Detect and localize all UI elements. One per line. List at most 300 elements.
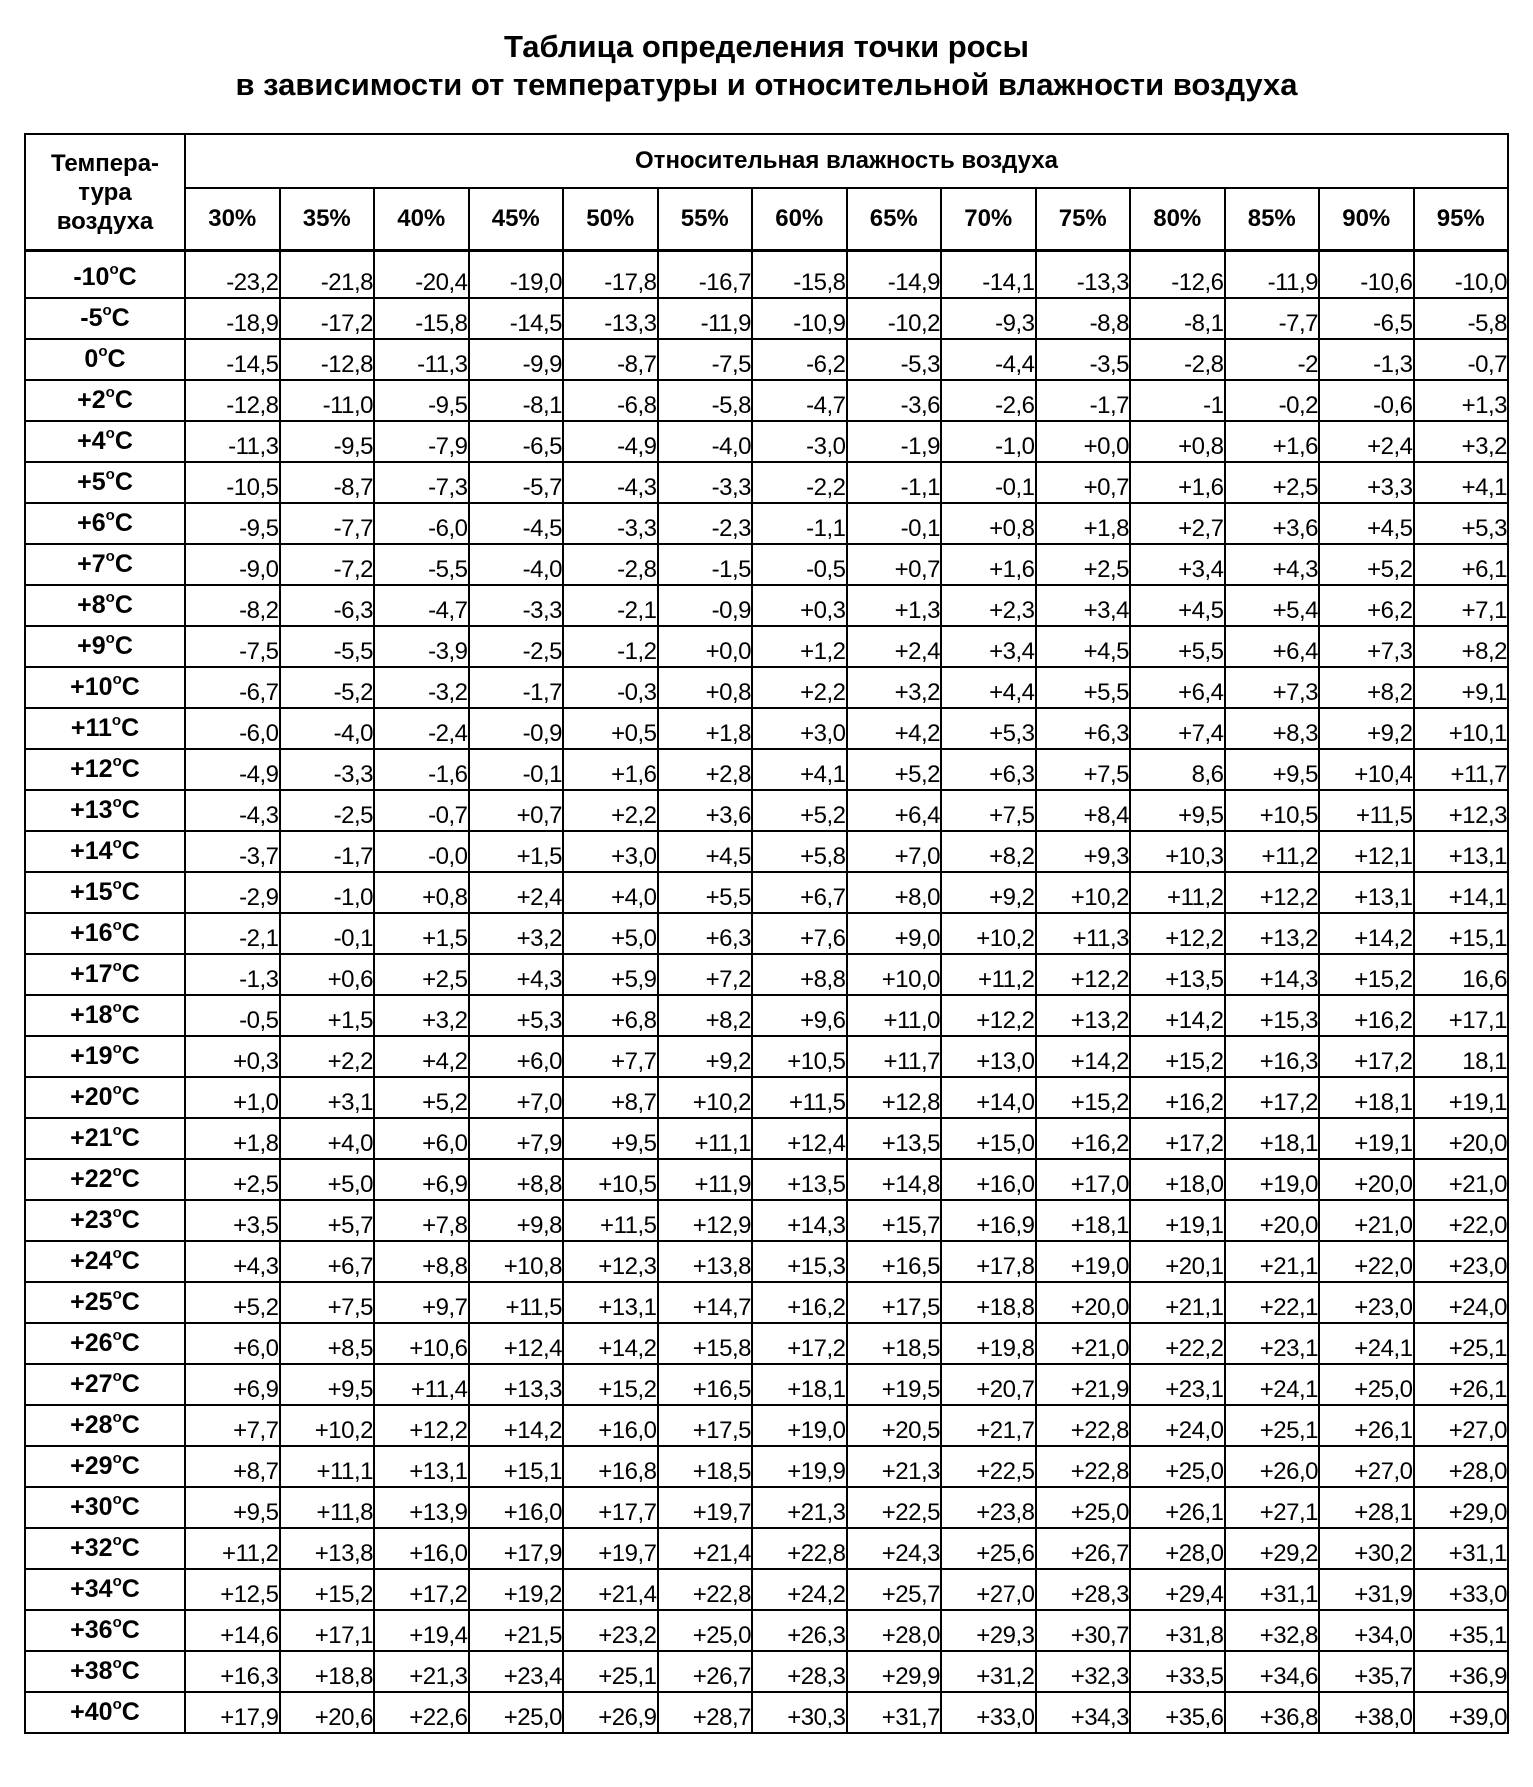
humidity-column-header: 65% bbox=[847, 188, 942, 251]
dew-point-cell: +29,3 bbox=[941, 1610, 1036, 1651]
table-row bbox=[25, 708, 1508, 749]
dew-point-cell: +7,5 bbox=[941, 790, 1036, 831]
dew-point-cell: +24,0 bbox=[1414, 1282, 1509, 1323]
dew-point-cell: -7,5 bbox=[658, 339, 753, 380]
dew-point-cell: +5,4 bbox=[1225, 585, 1320, 626]
dew-point-cell: +21,3 bbox=[752, 1487, 847, 1528]
dew-point-cell: -13,3 bbox=[563, 298, 658, 339]
table-row bbox=[25, 544, 1508, 585]
unit-letter: C bbox=[121, 796, 140, 824]
unit-letter: C bbox=[114, 509, 133, 537]
dew-point-cell: +10,0 bbox=[847, 954, 942, 995]
dew-point-cell: +15,2 bbox=[1319, 954, 1414, 995]
dew-point-cell: +29,0 bbox=[1414, 1487, 1509, 1528]
dew-point-cell: +25,7 bbox=[847, 1569, 942, 1610]
dew-point-cell: -0,6 bbox=[1319, 380, 1414, 421]
dew-point-cell: +14,0 bbox=[941, 1077, 1036, 1118]
dew-point-cell: +15,3 bbox=[1225, 995, 1320, 1036]
dew-point-cell: -1,2 bbox=[563, 626, 658, 667]
dew-point-cell: +6,7 bbox=[752, 872, 847, 913]
dew-point-cell: -11,3 bbox=[374, 339, 469, 380]
unit-letter: C bbox=[114, 427, 133, 455]
degree-symbol: o bbox=[105, 425, 115, 442]
dew-point-cell: +0,7 bbox=[847, 544, 942, 585]
dew-point-cell: -11,9 bbox=[1225, 258, 1320, 298]
dew-point-cell: +21,1 bbox=[1225, 1241, 1320, 1282]
table-row bbox=[25, 462, 1508, 503]
table-row bbox=[25, 1528, 1508, 1569]
dew-point-cell: +9,5 bbox=[1130, 790, 1225, 831]
dew-point-cell: +13,9 bbox=[374, 1487, 469, 1528]
spacer-cell bbox=[374, 251, 469, 259]
degree-symbol: o bbox=[112, 1532, 122, 1549]
dew-point-cell: +13,8 bbox=[280, 1528, 375, 1569]
temperature-value: +16 bbox=[70, 919, 113, 947]
unit-letter: C bbox=[121, 1124, 140, 1152]
humidity-column-header: 60% bbox=[752, 188, 847, 251]
unit-letter: C bbox=[121, 714, 140, 742]
dew-point-cell: +20,7 bbox=[941, 1364, 1036, 1405]
dew-point-cell: +10,5 bbox=[563, 1159, 658, 1200]
dew-point-cell: +1,5 bbox=[469, 831, 564, 872]
degree-symbol: o bbox=[112, 1081, 122, 1098]
dew-point-cell: +23,1 bbox=[1130, 1364, 1225, 1405]
dew-point-cell: +10,2 bbox=[941, 913, 1036, 954]
dew-point-cell: +0,0 bbox=[1036, 421, 1131, 462]
dew-point-cell: +4,5 bbox=[1319, 503, 1414, 544]
dew-point-cell: +20,0 bbox=[1036, 1282, 1131, 1323]
dew-point-cell: +11,2 bbox=[1130, 872, 1225, 913]
dew-point-cell: +28,0 bbox=[847, 1610, 942, 1651]
dew-point-cell: +23,0 bbox=[1414, 1241, 1509, 1282]
dew-point-cell: +10,1 bbox=[1414, 708, 1509, 749]
unit-letter: C bbox=[121, 1370, 140, 1398]
dew-point-cell: -13,3 bbox=[1036, 258, 1131, 298]
dew-point-cell: +23,2 bbox=[563, 1610, 658, 1651]
dew-point-cell: +9,0 bbox=[847, 913, 942, 954]
dew-point-cell: +4,3 bbox=[1225, 544, 1320, 585]
dew-point-cell: +2,2 bbox=[563, 790, 658, 831]
temperature-cell bbox=[25, 749, 185, 790]
degree-symbol: o bbox=[112, 1368, 122, 1385]
dew-point-cell: -2,8 bbox=[1130, 339, 1225, 380]
dew-point-cell: +3,2 bbox=[469, 913, 564, 954]
dew-point-cell: +4,3 bbox=[469, 954, 564, 995]
spacer-cell bbox=[1225, 251, 1320, 259]
dew-point-cell: +17,2 bbox=[374, 1569, 469, 1610]
dew-point-cell: +21,0 bbox=[1036, 1323, 1131, 1364]
temperature-cell bbox=[25, 258, 185, 298]
temperature-value: +7 bbox=[77, 550, 106, 578]
temperature-cell bbox=[25, 1323, 185, 1364]
dew-point-cell: -1,1 bbox=[752, 503, 847, 544]
dew-point-cell: -19,0 bbox=[469, 258, 564, 298]
dew-point-cell: +11,3 bbox=[1036, 913, 1131, 954]
dew-point-cell: +5,5 bbox=[658, 872, 753, 913]
dew-point-cell: -8,7 bbox=[563, 339, 658, 380]
dew-point-cell: +13,0 bbox=[941, 1036, 1036, 1077]
degree-symbol: o bbox=[112, 1450, 122, 1467]
dew-point-cell: +8,8 bbox=[752, 954, 847, 995]
degree-symbol: o bbox=[112, 1204, 122, 1221]
temp-header-line-1: Темпера- bbox=[50, 149, 160, 177]
dew-point-cell: +1,6 bbox=[941, 544, 1036, 585]
dew-point-cell: +16,5 bbox=[847, 1241, 942, 1282]
dew-point-cell: -5,8 bbox=[658, 380, 753, 421]
degree-symbol: o bbox=[111, 712, 122, 729]
dew-point-cell: +14,2 bbox=[563, 1323, 658, 1364]
dew-point-cell: -7,7 bbox=[1225, 298, 1320, 339]
dew-point-cell: +12,2 bbox=[1130, 913, 1225, 954]
dew-point-cell: -12,8 bbox=[280, 339, 375, 380]
dew-point-cell: +10,3 bbox=[1130, 831, 1225, 872]
dew-point-cell: -4,3 bbox=[185, 790, 280, 831]
dew-point-cell: +20,0 bbox=[1414, 1118, 1509, 1159]
temperature-cell bbox=[25, 421, 185, 462]
dew-point-cell: +4,0 bbox=[563, 872, 658, 913]
dew-point-cell: +7,7 bbox=[563, 1036, 658, 1077]
dew-point-cell: +2,5 bbox=[1225, 462, 1320, 503]
dew-point-cell: +29,2 bbox=[1225, 1528, 1320, 1569]
dew-point-cell: +12,5 bbox=[185, 1569, 280, 1610]
dew-point-cell: -2,6 bbox=[941, 380, 1036, 421]
dew-point-cell: +7,9 bbox=[469, 1118, 564, 1159]
dew-point-cell: -14,9 bbox=[847, 258, 942, 298]
dew-point-cell: +10,2 bbox=[1036, 872, 1131, 913]
dew-point-cell: +25,1 bbox=[563, 1651, 658, 1692]
degree-symbol: o bbox=[112, 671, 122, 688]
dew-point-cell: -5,3 bbox=[847, 339, 942, 380]
spacer-cell bbox=[469, 251, 564, 259]
table-row bbox=[25, 1651, 1508, 1692]
dew-point-cell: -3,3 bbox=[280, 749, 375, 790]
dew-point-cell: +5,8 bbox=[752, 831, 847, 872]
dew-point-cell: +9,2 bbox=[941, 872, 1036, 913]
dew-point-cell: +28,3 bbox=[1036, 1569, 1131, 1610]
spacer-cell bbox=[1036, 251, 1131, 259]
dew-point-cell: +13,8 bbox=[658, 1241, 753, 1282]
humidity-group-header: Относительная влажность воздуха bbox=[185, 134, 1508, 188]
dew-point-cell: +13,5 bbox=[847, 1118, 942, 1159]
dew-point-cell: +15,8 bbox=[658, 1323, 753, 1364]
table-row bbox=[25, 1159, 1508, 1200]
unit-letter: C bbox=[121, 1452, 140, 1480]
dew-point-cell: -0,9 bbox=[658, 585, 753, 626]
dew-point-cell: +10,2 bbox=[658, 1077, 753, 1118]
dew-point-cell: 18,1 bbox=[1414, 1036, 1509, 1077]
dew-point-cell: +22,2 bbox=[1130, 1323, 1225, 1364]
temperature-cell bbox=[25, 544, 185, 585]
temperature-cell bbox=[25, 1651, 185, 1692]
spacer-cell bbox=[1319, 251, 1414, 259]
table-row bbox=[25, 1364, 1508, 1405]
temperature-cell bbox=[25, 790, 185, 831]
dew-point-cell: -6,2 bbox=[752, 339, 847, 380]
dew-point-cell: -2,1 bbox=[185, 913, 280, 954]
dew-point-cell: -5,8 bbox=[1414, 298, 1509, 339]
degree-symbol: o bbox=[112, 1696, 122, 1713]
dew-point-cell: +13,5 bbox=[752, 1159, 847, 1200]
degree-symbol: o bbox=[112, 1573, 122, 1590]
dew-point-cell: -1,9 bbox=[847, 421, 942, 462]
dew-point-cell: -3,3 bbox=[658, 462, 753, 503]
dew-point-cell: +5,3 bbox=[469, 995, 564, 1036]
degree-symbol: o bbox=[112, 999, 122, 1016]
dew-point-cell: -0,1 bbox=[280, 913, 375, 954]
dew-point-cell: +16,0 bbox=[941, 1159, 1036, 1200]
dew-point-cell: +19,7 bbox=[658, 1487, 753, 1528]
unit-letter: C bbox=[107, 345, 126, 373]
dew-point-cell: -5,2 bbox=[280, 667, 375, 708]
dew-point-cell: +2,4 bbox=[469, 872, 564, 913]
dew-point-cell: +25,1 bbox=[1225, 1405, 1320, 1446]
dew-point-cell: +11,5 bbox=[752, 1077, 847, 1118]
dew-point-cell: +1,6 bbox=[1130, 462, 1225, 503]
degree-symbol: o bbox=[112, 835, 122, 852]
dew-point-cell: +31,8 bbox=[1130, 1610, 1225, 1651]
dew-point-cell: +7,5 bbox=[1036, 749, 1131, 790]
degree-symbol: o bbox=[112, 1122, 122, 1139]
dew-point-cell: +8,4 bbox=[1036, 790, 1131, 831]
temperature-cell bbox=[25, 1528, 185, 1569]
dew-point-cell: +30,2 bbox=[1319, 1528, 1414, 1569]
dew-point-cell: +6,4 bbox=[1130, 667, 1225, 708]
dew-point-cell: +22,8 bbox=[1036, 1405, 1131, 1446]
unit-letter: C bbox=[111, 304, 130, 332]
spacer-cell bbox=[25, 251, 185, 259]
dew-point-cell: +5,3 bbox=[941, 708, 1036, 749]
dew-point-cell: +20,6 bbox=[280, 1692, 375, 1733]
degree-symbol: o bbox=[105, 548, 115, 565]
dew-point-cell: +20,0 bbox=[1319, 1159, 1414, 1200]
dew-point-cell: +5,2 bbox=[847, 749, 942, 790]
dew-point-cell: +18,1 bbox=[752, 1364, 847, 1405]
dew-point-cell: -23,2 bbox=[185, 258, 280, 298]
dew-point-cell: +1,8 bbox=[1036, 503, 1131, 544]
table-row bbox=[25, 913, 1508, 954]
dew-point-cell: +15,2 bbox=[280, 1569, 375, 1610]
unit-letter: C bbox=[121, 1288, 140, 1316]
dew-point-cell: -21,8 bbox=[280, 258, 375, 298]
dew-point-cell: +2,2 bbox=[752, 667, 847, 708]
dew-point-cell: -9,5 bbox=[374, 380, 469, 421]
temperature-value: +36 bbox=[70, 1616, 113, 1644]
title-line-1: Таблица определения точки росы bbox=[504, 29, 1029, 64]
temperature-value: +4 bbox=[77, 427, 106, 455]
table-row bbox=[25, 1118, 1508, 1159]
temperature-cell bbox=[25, 1405, 185, 1446]
dew-point-cell: -0,3 bbox=[563, 667, 658, 708]
temperature-column-header bbox=[25, 134, 185, 251]
dew-point-cell: +19,0 bbox=[752, 1405, 847, 1446]
dew-point-cell: +11,2 bbox=[941, 954, 1036, 995]
temperature-value: +21 bbox=[70, 1124, 113, 1152]
dew-point-cell: +3,2 bbox=[1414, 421, 1509, 462]
dew-point-cell: +38,0 bbox=[1319, 1692, 1414, 1733]
dew-point-cell: -1,6 bbox=[374, 749, 469, 790]
dew-point-cell: +6,1 bbox=[1414, 544, 1509, 585]
temperature-value: +17 bbox=[70, 960, 113, 988]
dew-point-cell: +1,8 bbox=[185, 1118, 280, 1159]
dew-point-cell: +7,7 bbox=[185, 1405, 280, 1446]
dew-point-cell: +22,0 bbox=[1319, 1241, 1414, 1282]
dew-point-cell: -4,5 bbox=[469, 503, 564, 544]
dew-point-cell: -6,5 bbox=[469, 421, 564, 462]
dew-point-cell: +25,0 bbox=[1130, 1446, 1225, 1487]
dew-point-cell: +18,1 bbox=[1036, 1200, 1131, 1241]
dew-point-cell: +11,8 bbox=[280, 1487, 375, 1528]
dew-point-cell: -2,4 bbox=[374, 708, 469, 749]
unit-letter: C bbox=[121, 1698, 140, 1726]
dew-point-cell: -9,9 bbox=[469, 339, 564, 380]
temperature-value: +40 bbox=[70, 1698, 113, 1726]
dew-point-cell: +34,0 bbox=[1319, 1610, 1414, 1651]
dew-point-cell: +6,9 bbox=[374, 1159, 469, 1200]
unit-letter: C bbox=[121, 1083, 140, 1111]
temperature-cell bbox=[25, 626, 185, 667]
table-row bbox=[25, 1077, 1508, 1118]
dew-point-cell: -3,3 bbox=[469, 585, 564, 626]
dew-point-cell: -0,9 bbox=[469, 708, 564, 749]
dew-point-cell: +10,2 bbox=[280, 1405, 375, 1446]
temperature-cell bbox=[25, 954, 185, 995]
degree-symbol: o bbox=[112, 1040, 122, 1057]
dew-point-cell: +0,0 bbox=[658, 626, 753, 667]
dew-point-cell: +8,7 bbox=[563, 1077, 658, 1118]
dew-point-cell: +5,3 bbox=[1414, 503, 1509, 544]
dew-point-cell: -11,9 bbox=[658, 298, 753, 339]
degree-symbol: o bbox=[112, 876, 122, 893]
dew-point-cell: +0,7 bbox=[1036, 462, 1131, 503]
temperature-cell bbox=[25, 1118, 185, 1159]
dew-point-cell: +26,7 bbox=[658, 1651, 753, 1692]
dew-point-cell: +7,0 bbox=[469, 1077, 564, 1118]
dew-point-cell: +15,1 bbox=[1414, 913, 1509, 954]
degree-symbol: o bbox=[98, 343, 108, 360]
humidity-column-header: 80% bbox=[1130, 188, 1225, 251]
temperature-value: +23 bbox=[70, 1206, 113, 1234]
dew-point-cell: -3,0 bbox=[752, 421, 847, 462]
dew-point-cell: -15,8 bbox=[374, 298, 469, 339]
dew-point-cell: -7,9 bbox=[374, 421, 469, 462]
dew-point-cell: -0,1 bbox=[941, 462, 1036, 503]
dew-point-cell: +11,7 bbox=[1414, 749, 1509, 790]
dew-point-cell: +19,0 bbox=[1225, 1159, 1320, 1200]
dew-point-cell: +18,5 bbox=[658, 1446, 753, 1487]
dew-point-cell: +23,4 bbox=[469, 1651, 564, 1692]
dew-point-cell: -16,7 bbox=[658, 258, 753, 298]
dew-point-cell: -5,7 bbox=[469, 462, 564, 503]
table-row bbox=[25, 667, 1508, 708]
dew-point-cell: +5,2 bbox=[752, 790, 847, 831]
temperature-cell bbox=[25, 1282, 185, 1323]
dew-point-cell: +2,3 bbox=[941, 585, 1036, 626]
dew-point-cell: +14,2 bbox=[1130, 995, 1225, 1036]
dew-point-cell: +16,5 bbox=[658, 1364, 753, 1405]
table-row bbox=[25, 298, 1508, 339]
dew-point-cell: +11,2 bbox=[1225, 831, 1320, 872]
dew-point-cell: +39,0 bbox=[1448, 1704, 1507, 1731]
table-row bbox=[25, 1282, 1508, 1323]
dew-point-cell: +19,4 bbox=[374, 1610, 469, 1651]
unit-letter: C bbox=[114, 632, 133, 660]
table-row bbox=[25, 1405, 1508, 1446]
dew-point-cell: +17,1 bbox=[1414, 995, 1509, 1036]
temperature-value: +32 bbox=[70, 1534, 113, 1562]
dew-point-cell: +31,9 bbox=[1319, 1569, 1414, 1610]
dew-point-cell: +9,1 bbox=[1414, 667, 1509, 708]
dew-point-cell: +16,2 bbox=[1036, 1118, 1131, 1159]
temperature-value: +24 bbox=[70, 1247, 113, 1275]
dew-point-cell: +33,5 bbox=[1130, 1651, 1225, 1692]
humidity-column-header: 95% bbox=[1414, 188, 1509, 251]
dew-point-cell: +19,8 bbox=[941, 1323, 1036, 1364]
degree-symbol: o bbox=[102, 302, 112, 319]
unit-letter: C bbox=[121, 837, 140, 865]
temperature-value: +10 bbox=[70, 673, 113, 701]
dew-point-cell: +36,9 bbox=[1414, 1651, 1509, 1692]
unit-letter: C bbox=[121, 755, 140, 783]
dew-point-cell: +3,0 bbox=[563, 831, 658, 872]
dew-point-cell: -1,7 bbox=[469, 667, 564, 708]
dew-point-cell: +0,3 bbox=[185, 1036, 280, 1077]
dew-point-cell: +8,8 bbox=[469, 1159, 564, 1200]
dew-point-cell: +12,3 bbox=[563, 1241, 658, 1282]
temperature-cell bbox=[25, 298, 185, 339]
temperature-cell bbox=[25, 1569, 185, 1610]
temperature-cell bbox=[25, 1036, 185, 1077]
dew-point-cell: +14,2 bbox=[1036, 1036, 1131, 1077]
dew-point-cell: +26,0 bbox=[1225, 1446, 1320, 1487]
degree-symbol: o bbox=[112, 753, 122, 770]
dew-point-cell: +1,3 bbox=[1414, 380, 1509, 421]
dew-point-cell: +5,7 bbox=[280, 1200, 375, 1241]
dew-point-cell: +19,2 bbox=[469, 1569, 564, 1610]
dew-point-cell: +0,6 bbox=[280, 954, 375, 995]
dew-point-cell: -10,2 bbox=[847, 298, 942, 339]
degree-symbol: o bbox=[112, 958, 122, 975]
dew-point-cell: -12,8 bbox=[185, 380, 280, 421]
dew-point-cell: -4,0 bbox=[469, 544, 564, 585]
temperature-cell bbox=[25, 1364, 185, 1405]
dew-point-cell: +5,5 bbox=[1036, 667, 1131, 708]
humidity-column-header: 50% bbox=[563, 188, 658, 251]
dew-point-cell: +8,5 bbox=[280, 1323, 375, 1364]
dew-point-cell: -3,9 bbox=[374, 626, 469, 667]
dew-point-cell: +4,5 bbox=[658, 831, 753, 872]
dew-point-cell: +9,5 bbox=[1225, 749, 1320, 790]
dew-point-cell: +16,0 bbox=[469, 1487, 564, 1528]
dew-point-cell: +5,9 bbox=[563, 954, 658, 995]
dew-point-cell: +20,5 bbox=[847, 1405, 942, 1446]
unit-letter: C bbox=[121, 1411, 140, 1439]
degree-symbol: o bbox=[105, 466, 115, 483]
table-row bbox=[25, 1323, 1508, 1364]
dew-point-cell: +1,0 bbox=[185, 1077, 280, 1118]
degree-symbol: o bbox=[112, 1655, 122, 1672]
dew-point-cell: +8,0 bbox=[847, 872, 942, 913]
spacer-cell bbox=[1414, 251, 1509, 259]
dew-point-cell: +7,0 bbox=[847, 831, 942, 872]
dew-point-cell: -1,5 bbox=[658, 544, 753, 585]
dew-point-cell: +7,4 bbox=[1130, 708, 1225, 749]
dew-point-cell: +8,2 bbox=[1319, 667, 1414, 708]
header-spacer-row bbox=[25, 251, 1508, 259]
dew-point-cell: +17,0 bbox=[1036, 1159, 1131, 1200]
temperature-cell bbox=[25, 1487, 185, 1528]
dew-point-cell: +1,3 bbox=[847, 585, 942, 626]
dew-point-cell: +11,5 bbox=[1319, 790, 1414, 831]
